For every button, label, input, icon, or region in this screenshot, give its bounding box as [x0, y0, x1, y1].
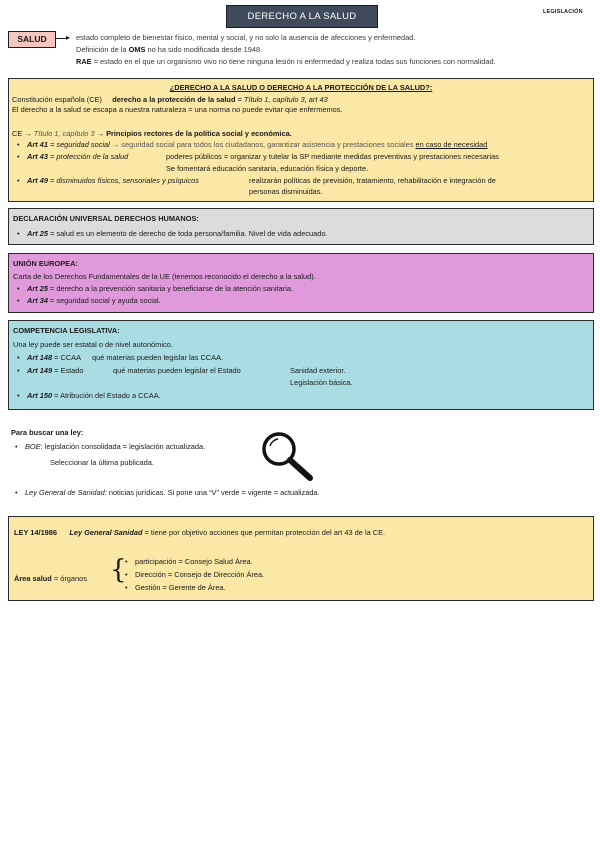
ce-bold: derecho a la protección de la salud [112, 95, 236, 104]
oms-label: OMS [128, 45, 146, 54]
art149-text-2: qué materias pueden legislar el Estado [113, 366, 241, 375]
area-bold: Área salud [14, 574, 52, 583]
art149-text-4: Legislación básica. [290, 378, 353, 387]
ue-art34-text: = seguridad social y ayuda social. [47, 296, 161, 305]
rae-definition [76, 57, 496, 67]
ue-title: UNIÓN EUROPEA: [13, 259, 78, 268]
art43-text: poderes públicos = organizar y tutelar la SP mediante medidas preventivas y prestaciones necesarias [166, 152, 499, 161]
lgs-item [25, 488, 320, 498]
ue-box [8, 253, 594, 313]
oms-note [76, 45, 260, 55]
ce-principios [12, 129, 292, 139]
art148-label: Art 148 [27, 353, 53, 362]
ce-line [12, 95, 328, 105]
art148-text-2: qué materias pueden legislar las CCAA. [92, 353, 224, 362]
ley-line [14, 528, 385, 538]
art49-text-2: personas disminuidas. [249, 187, 323, 196]
art43-italic: = protección de la salud [47, 152, 129, 161]
dudh-box [8, 208, 594, 245]
art149-text-3: Sanidad exterior. [290, 366, 346, 375]
rae-label: RAE [76, 57, 92, 66]
ce2-arrow: → [94, 129, 107, 138]
ue-art25 [27, 284, 293, 294]
art149-label: Art 149 [27, 366, 53, 375]
ce-italic: = Título 1, capítulo 3, art 43 [235, 95, 328, 104]
ue-art34-label: Art 34 [27, 296, 48, 305]
art148-item [27, 353, 81, 363]
art49-text: realizarán políticas de previsión, tratamiento, rehabilitación e integración de [249, 176, 496, 185]
section-label: LEGISLACIÓN [543, 9, 583, 15]
art41-underline: en caso de necesidad [415, 140, 488, 149]
ue-art34 [27, 296, 161, 306]
ue-art25-text: = derecho a la prevención sanitaria y beneficiarse de la atención sanitaria. [47, 284, 294, 293]
ue-art25-label: Art 25 [27, 284, 48, 293]
art41-text: → seguridad social para todos los ciudadanos, garantizar asistencia y prestaciones sociales [109, 140, 416, 149]
competencia-line1: Una ley puede ser estatal o de nivel autonómico. [13, 340, 173, 349]
organo-item: • participación = Consejo Salud Área. [135, 557, 253, 567]
oms-pre: Definición de la [76, 45, 129, 54]
ce-line-2: El derecho a la salud se escapa a nuestra naturaleza = una norma no puede evitar que enfermemos. [12, 105, 343, 114]
salud-definition: estado completo de bienestar físico, mental y social, y no solo la ausencia de afecciones y enfermedad. [76, 33, 416, 42]
ce-pre: Constitución española (CE) [12, 95, 102, 104]
art49-item [27, 176, 199, 186]
dudh-art25 [27, 229, 328, 239]
dudh-art25-label: Art 25 [27, 229, 48, 238]
art150-label: Art 150 [27, 391, 53, 400]
art49-italic: = disminuidos físicos, sensoriales y psíquicos [47, 176, 199, 185]
art150-item [27, 391, 161, 401]
constitucion-box [8, 78, 594, 202]
boe-text-2: Seleccionar la última publicada. [50, 458, 154, 467]
dudh-art25-text: = salud es un elemento de derecho de toda persona/familia. Nivel de vida adecuado. [47, 229, 328, 238]
ley-box [8, 516, 594, 601]
brace-icon: { [110, 555, 127, 585]
ley-label: LEY 14/1986 [14, 528, 58, 537]
ley-italic: Ley General Sanidad [69, 528, 143, 537]
ce2-italic: Título 1, capítulo 3 [33, 129, 95, 138]
art41-item [27, 140, 487, 150]
dudh-title: DECLARACIÓN UNIVERSAL DERECHOS HUMANOS: [13, 214, 199, 223]
lgs-text: noticias jurídicas. Si pone una “V” verde = vigente = actualizada. [106, 488, 320, 497]
area-text: = órganos [51, 574, 87, 583]
art43-item [27, 152, 128, 162]
art149-text: = Estado [52, 366, 84, 375]
arrow-right-icon: ▸ [66, 33, 71, 42]
art41-italic: = seguridad social [47, 140, 110, 149]
art148-text: = CCAA [52, 353, 82, 362]
oms-post: no ha sido modificada desde 1948 [145, 45, 261, 54]
area-salud [14, 574, 87, 584]
art149-item [27, 366, 84, 376]
boe-label: BOE [25, 442, 41, 451]
constitucion-title: ¿DERECHO A LA SALUD O DERECHO A LA PROTECCIÓN DE LA SALUD?: [169, 83, 433, 92]
ce2-pre: CE → [12, 129, 34, 138]
art49-label: Art 49 [27, 176, 48, 185]
organo-item: • Dirección = Consejo de Dirección Área. [135, 570, 264, 580]
salud-tag: SALUD [8, 31, 56, 48]
ue-line1: Carta de los Derechos Fundamentales de la UE (tenemos reconocido el derecho a la salud). [13, 272, 316, 281]
competencia-box [8, 320, 594, 410]
ley-text: = tiene por objetivo acciones que permitan protección del art 43 de la CE. [142, 528, 386, 537]
organo-item: • Gestión = Gerente de Área. [135, 583, 226, 593]
ce2-bold: Principios rectores de la política social y económica. [106, 129, 292, 138]
lgs-label: Ley General de Sanidad: [25, 488, 107, 497]
buscar-title: Para buscar una ley: [11, 428, 84, 437]
boe-text: : legislación consolidada = legislación actualizada. [40, 442, 206, 451]
competencia-title: COMPETENCIA LEGISLATIVA: [13, 326, 120, 335]
boe-item [25, 442, 205, 452]
rae-text: = estado en el que un organismo vivo no tiene ninguna lesión ni enfermedad y realiza todas sus funciones con normalidad. [91, 57, 496, 66]
magnifier-icon [260, 430, 316, 482]
art43-label: Art 43 [27, 152, 48, 161]
art43-text-2: Se fomentará educación sanitaria, educación física y deporte. [166, 164, 369, 173]
art41-label: Art 41 [27, 140, 48, 149]
page-title: DERECHO A LA SALUD [226, 5, 378, 28]
art150-text: = Atribución del Estado a CCAA. [52, 391, 161, 400]
